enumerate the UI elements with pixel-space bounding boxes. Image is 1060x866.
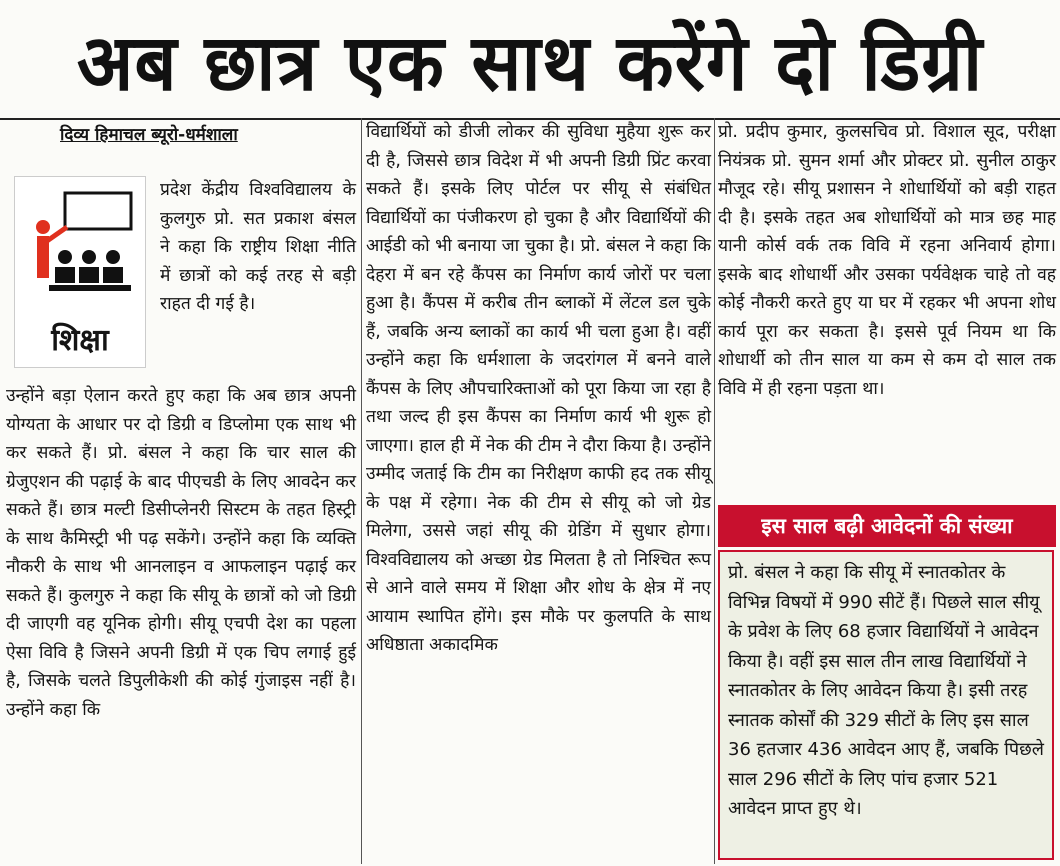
category-icon-box — [14, 176, 146, 368]
category-label: शिक्षा — [51, 323, 109, 358]
column3-text: प्रो. प्रदीप कुमार, कुलसचिव प्रो. विशाल सूद, परीक्षा नियंत्रक प्रो. सुमन शर्मा और प्रोक्टर प्रो. सुनील ठाकुर मौजूद रहे। सीयू प्रशासन ने शोधार्थियों को बड़ी राहत दी है। इसके तहत अब शोधार्थियों को मात्र छह माह यानी कोर्स वर्क तक विवि में रहना अनिवार्य होगा। इसके बाद शोधार्थी और उसका पर्यवेक्षक चाहे तो वह कोई नौकरी करते हुए या घर में रहकर भी अपना शोध कार्य पूरा कर सकता है। इससे पूर्व नियम था कि शोधार्थी को तीन साल या कम से कम दो साल तक विवि में ही रहना पड़ता था। — [718, 122, 1056, 399]
column1-bottom-text: उन्होंने बड़ा ऐलान करते हुए कहा कि अब छात्र अपनी योग्यता के आधार पर दो डिग्री व डिप्लोमा एक साथ भी कर सकते हैं। प्रो. बंसल ने कहा कि चार साल की ग्रेजुएशन की पढ़ाई के बाद पीएचडी के लिए आवदेन कर सकते हैं। छात्र मल्टी डिसीप्लेनरी सिस्टम के तहत हिस्ट्री के साथ कैमिस्ट्री भी पढ़ सकेंगे। उन्होंने कहा कि व्यक्ति नौकरी के साथ भी आनलाइन व आफलाइन पढ़ाई कर सकते हैं। कुलगुरु ने कहा कि सीयू के छात्रों को जो डिग्री दी जाएगी वह यूनिक होगी। सीयू एचपी देश का पहला ऐसा विवि है जिसने अपनी डिग्री में एक चिप लगाई हुई है, जिसके चलते डिपुलीकेशी की कोई गुंजाइस नहीं है। उन्होंने कहा कि — [6, 386, 356, 720]
column-divider — [714, 118, 715, 864]
column2-text: विद्यार्थियों को डीजी लोकर की सुविधा मुहैया शुरू कर दी है, जिससे छात्र विदेश में भी अपनी डिग्री प्रिंट करवा सकते हैं। इसके लिए पोर्टल पर सीयू से संबंधित विद्यार्थियों का पंजीकरण हो चुका है और विद्यार्थियों की आईडी को भी बनाया जा चुका है। प्रो. बंसल ने कहा कि देहरा में बन रहे कैंपस का निर्माण कार्य जोरों पर चला हुआ है। कैंपस में करीब तीन ब्लाकों में लेंटल डल चुके हैं, जबकि अन्य ब्लाकों का कार्य भी चला हुआ है। वहीं उन्होंने कहा कि धर्मशाला के जदरांगल में बनने वाले कैंपस के लिए औपचारिक्ताओं को पूरा किया जा रहा है तथा जल्द ही इस कैंपस का निर्माण कार्य भी शुरू हो जाएगा। हाल ही में नेक की टीम ने दौरा किया है। उन्होंने उम्मीद जताई कि टीम का निरीक्षण काफी हद तक सीयू के पक्ष में रहेगा। नेक की टीम से सीयू को जो ग्रेड मिलेगा, उससे जहां सीयू की ग्रेडिंग में सुधार होगा। विश्वविद्यालय को अच्छा ग्रेड मिलता है तो निश्चित रूप से आने वाले समय में शिक्षा और शोध के क्षेत्र में नए आयाम स्थापित होंगे। इस मौके पर कुलपति के साथ अधिष्ठाता अकादमिक — [366, 122, 711, 655]
sidebox-title: इस साल बढ़ी आवेदनों की संख्या — [718, 505, 1056, 547]
byline: दिव्य हिमाचल ब्यूरो-धर्मशाला — [60, 125, 238, 145]
teacher-class-icon — [23, 187, 137, 317]
headline-bar — [0, 0, 1060, 120]
headline: अब छात्र एक साथ करेंगे दो डिग्री — [76, 17, 984, 108]
column-divider — [361, 118, 362, 864]
column1-top-text: प्रदेश केंद्रीय विश्वविद्यालय के कुलगुरु प्रो. सत प्रकाश बंसल ने कहा कि राष्ट्रीय शिक्षा नीति में छात्रों को कई तरह से बड़ी राहत दी गई है। — [160, 180, 356, 314]
sidebox — [718, 550, 1054, 860]
sidebox-text: प्रो. बंसल ने कहा कि सीयू में स्नातकोतर के विभिन्न विषयों में 990 सीटें हैं। पिछले साल सीयू के प्रवेश के लिए 68 हजार विद्यार्थियों ने आवेदन किया है। वहीं इस साल तीन लाख विद्यार्थियों ने स्नातकोतर के लिए आवेदन किया है। इसी तरह स्नातक कोर्सों की 329 सीटों के लिए इस साल 36 हतजार 436 आवेदन आए हैं, जबकि पिछले साल 296 सीटों के लिए पांच हजार 521 आवेदन प्राप्त हुए थे। — [728, 562, 1044, 819]
